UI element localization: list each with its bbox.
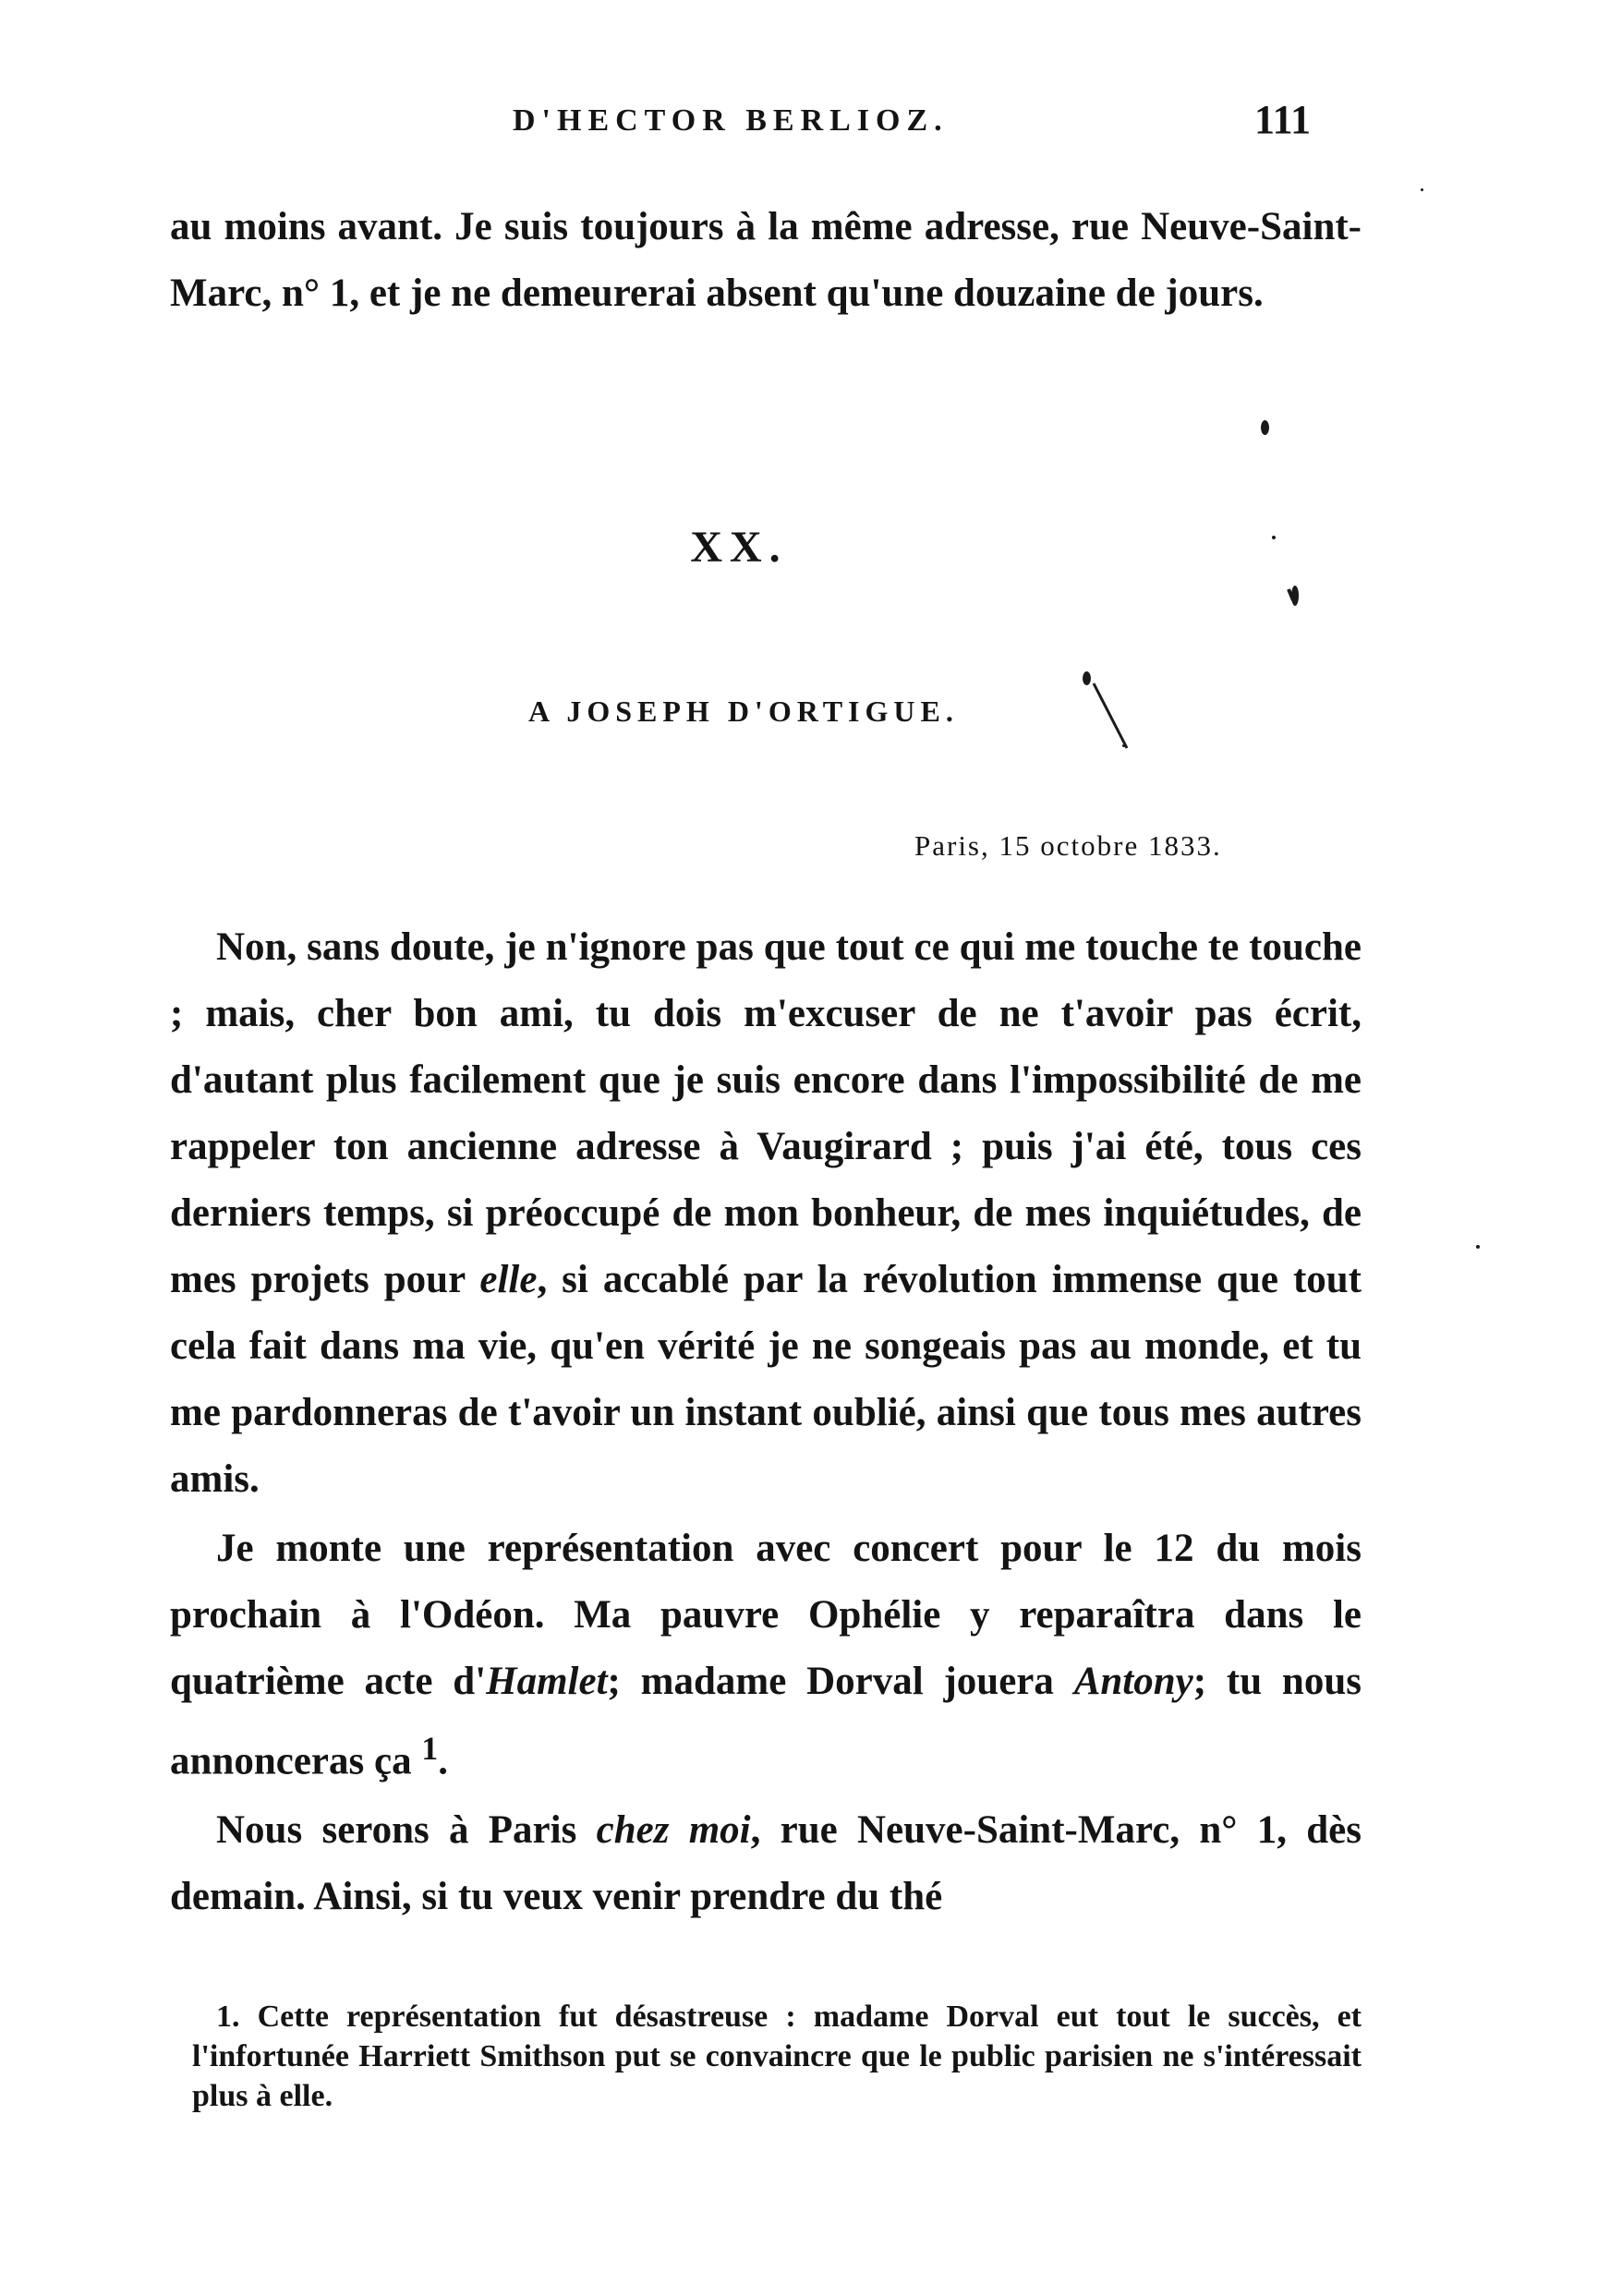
footnote-text: 1. Cette représentation fut désastreuse : madame Dorval eut tout le succès, et l'infortunée Harriett Smithson put se convaincre que le public parisien ne s'intéressait plus à elle. [192, 2000, 1362, 2113]
text-span: Je monte une représentation avec concert pour le 12 du mois prochain à l'Odéon. Ma pauvre Ophélie y reparaîtra dans le quatrième acte d' [170, 1527, 1362, 1703]
footnote-ref: 1 [421, 1730, 439, 1767]
text-span: , rue Neuve-Saint-Marc, n° 1, dès demain. Ainsi, si tu veux venir prendre du thé [170, 1808, 1362, 1919]
ink-stroke [1094, 683, 1127, 748]
text-span: Non, sans doute, je n'ignore pas que tout ce qui me touche te touche ; mais, cher bon ami, tu dois m'excuser de ne t'avoir pas écrit, d'autant plus facilement que je suis encore dans l'impossibilité de me rappeler ton ancienne adresse à Vaugirard ; puis j'ai été, tous ces derniers temps, si préoccupé de mon bonheur, de mes inquiétudes, de mes projets pour [170, 925, 1362, 1301]
text-span: ; tu nous annonceras ça [170, 1660, 1362, 1783]
page-number: 111 [1254, 97, 1312, 142]
text-span: . [438, 1739, 448, 1783]
italic-text: Antony [1073, 1660, 1193, 1703]
text-span: Nous serons à Paris [216, 1808, 597, 1853]
running-head: D'HECTOR BERLIOZ. [513, 103, 949, 138]
italic-text: elle [479, 1258, 538, 1301]
letter-addressee: A JOSEPH D'ORTIGUE. [528, 695, 959, 728]
italic-text: Hamlet [486, 1660, 608, 1703]
text-span: ; madame Dorval jouera [607, 1660, 1074, 1703]
text-span: , si accablé par la révolution immense que tout cela fait dans ma vie, qu'en vérité je ne songeais pas au monde, et tu me pardonneras de t'avoir un instant oublié, ainsi que tous mes autres amis. [170, 1258, 1362, 1501]
letter-dateline: Paris, 15 octobre 1833. [914, 829, 1222, 862]
ink-stroke [1289, 589, 1293, 600]
italic-text: chez moi [596, 1808, 751, 1853]
letter-number: XX. [690, 523, 788, 572]
lead-text: au moins avant. Je suis toujours à la même adresse, rue Neuve-Saint-Marc, n° 1, et je ne demeurerai absent qu'une douzaine de jours. [170, 205, 1362, 315]
